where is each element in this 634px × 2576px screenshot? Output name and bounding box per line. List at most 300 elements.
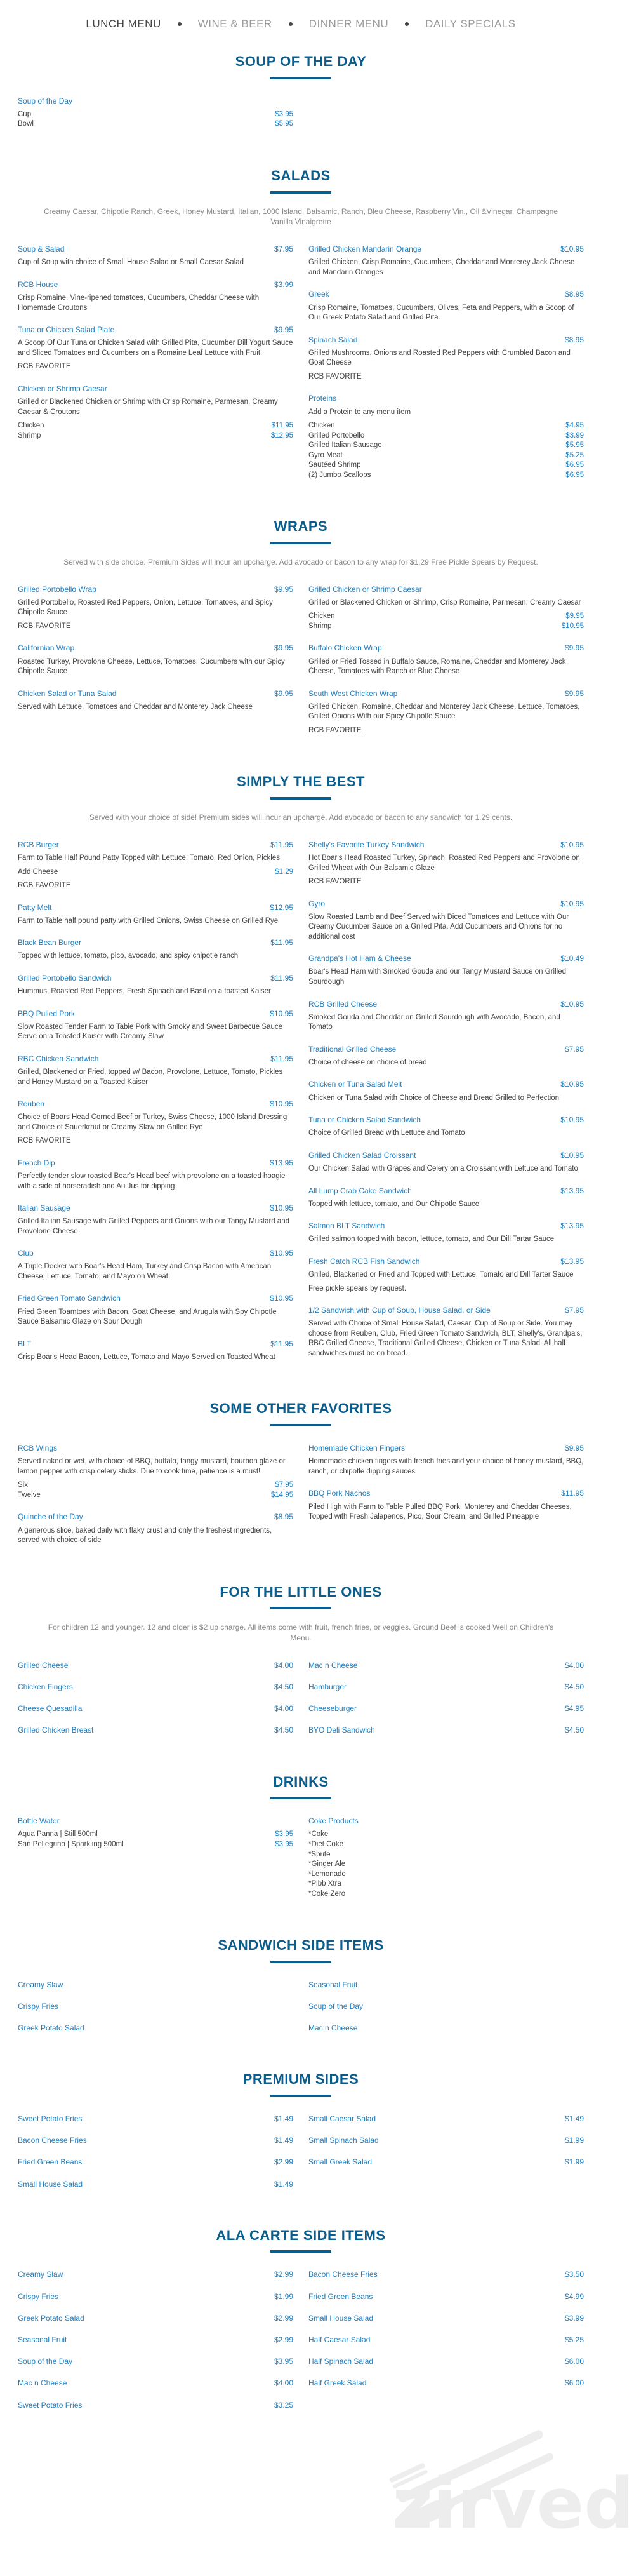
option-price: $5.95 — [565, 441, 584, 450]
item-option — [18, 119, 293, 130]
item-name[interactable]: Buffalo Chicken Wrap — [308, 643, 382, 653]
menu-item — [308, 289, 584, 323]
menu-item — [308, 1725, 584, 1735]
item-name[interactable]: Homemade Chicken Fingers — [308, 1444, 406, 1453]
item-price: $9.95 — [564, 1444, 584, 1453]
item-name[interactable]: BBQ Pulled Pork — [18, 1009, 76, 1018]
item-name[interactable]: Grilled Chicken or Shrimp Caesar — [308, 584, 422, 594]
menu-item — [308, 1443, 584, 1477]
menu-item — [308, 840, 584, 887]
section-title: SIMPLY THE BEST — [237, 774, 365, 790]
option-price: $3.95 — [275, 1830, 293, 1839]
item-header — [308, 2023, 584, 2033]
nav-daily-specials[interactable]: DAILY SPECIALS — [425, 17, 516, 30]
item-price: $2.99 — [274, 2157, 293, 2167]
menu-item — [308, 584, 584, 632]
item-description: Grilled or Blackened Chicken or Shrimp, Crisp Romaine, Parmesan, Creamy Caesar — [308, 598, 581, 607]
item-header — [308, 2157, 584, 2167]
item-name[interactable]: Fried Green Tomato Sandwich — [18, 1294, 121, 1303]
item-header — [308, 335, 584, 345]
item-option — [308, 460, 584, 471]
item-name[interactable]: Bacon Cheese Fries — [18, 2136, 87, 2145]
item-header — [18, 902, 293, 913]
menu-item — [18, 2291, 293, 2302]
item-price: $5.25 — [564, 2335, 584, 2345]
section-little — [0, 1583, 602, 1747]
item-name[interactable]: Half Spinach Salad — [308, 2357, 374, 2366]
column-right — [308, 1980, 584, 2045]
item-name[interactable]: Bottle Water — [18, 1816, 60, 1826]
option-name: (2) Jumbo Scallops — [308, 471, 371, 479]
item-name[interactable]: Creamy Slaw — [18, 2270, 63, 2279]
menu-item — [18, 902, 293, 927]
item-header — [18, 1512, 293, 1522]
item-name[interactable]: RCB Burger — [18, 840, 59, 849]
item-header — [18, 840, 293, 850]
menu-item — [308, 2114, 584, 2124]
item-name[interactable]: 1/2 Sandwich with Cup of Soup, House Salad, or Side — [308, 1306, 491, 1315]
menu-item — [18, 279, 293, 313]
item-grid — [18, 1980, 584, 2045]
item-name[interactable]: BYO Deli Sandwich — [308, 1726, 375, 1735]
menu-item — [18, 2378, 293, 2388]
item-header — [308, 1682, 584, 1692]
section-title: SALADS — [271, 167, 331, 184]
item-header — [18, 96, 293, 106]
item-description: Slow Roasted Tender Farm to Table Pork with Smoky and Sweet Barbecue Sauce Serve on a Toasted Kaiser with Creamy Slaw — [18, 1023, 282, 1041]
item-header — [308, 1980, 584, 1990]
option-price: $11.95 — [271, 422, 293, 430]
item-header — [18, 384, 293, 394]
item-header — [18, 2157, 293, 2167]
item-option — [308, 612, 584, 622]
item-options — [18, 1830, 293, 1849]
item-name[interactable]: Chicken Salad or Tuna Salad — [18, 688, 117, 698]
item-option — [18, 1480, 293, 1491]
item-header — [18, 1660, 293, 1670]
item-price: $3.95 — [274, 2357, 293, 2366]
item-name[interactable]: Chicken or Shrimp Caesar — [18, 384, 107, 393]
item-header — [308, 2114, 584, 2124]
column-left — [18, 1443, 293, 1557]
item-header — [18, 2135, 293, 2145]
item-name[interactable]: Greek Potato Salad — [18, 2023, 84, 2033]
item-price: $9.95 — [564, 688, 584, 698]
item-price: $2.99 — [274, 2335, 293, 2345]
item-header — [18, 1158, 293, 1168]
menu-item — [308, 1660, 584, 1670]
item-price: $1.49 — [274, 2114, 293, 2124]
item-name[interactable]: RCB House — [18, 279, 58, 289]
item-name[interactable]: French Dip — [18, 1158, 55, 1167]
item-name[interactable]: Club — [18, 1249, 34, 1258]
item-option — [308, 471, 584, 481]
column-left — [18, 2114, 293, 2201]
item-price: $10.95 — [270, 1204, 293, 1213]
option-name: Chicken — [18, 422, 44, 430]
item-name[interactable]: Half Greek Salad — [308, 2378, 367, 2388]
item-option — [308, 441, 584, 451]
item-name[interactable]: Chicken or Tuna Salad Melt — [308, 1080, 402, 1089]
menu-item — [308, 335, 584, 382]
section-description: Creamy Caesar, Chipotle Ranch, Greek, Honey Mustard, Italian, 1000 Island, Balsamic, Ranch, Bleu Cheese, Raspberry Vin., Oil &Vinegar, Champagne Vanilla Vinaigrette — [44, 206, 558, 227]
nav-wine-beer[interactable]: WINE & BEER — [197, 17, 272, 30]
item-name[interactable]: Sweet Potato Fries — [18, 2114, 83, 2124]
item-name[interactable]: Creamy Slaw — [18, 1980, 63, 1989]
item-description: Fried Green Toamtoes with Bacon, Goat Cheese, and Arugula with Spy Chipotle Sauce Balsamic Glaze on Sour Dough — [18, 1308, 277, 1326]
nav-dinner-menu[interactable]: DINNER MENU — [308, 17, 389, 30]
item-description: Served with Choice of Small House Salad, Caesar, Cup of Soup or Side. You may choose from Reuben, Club, Fried Green Tomato Sandwich, BLT, Shelly's, Grandpa's, RBC Grilled Cheese, Traditional Grilled Cheese, Chicken or Tuna Salad. All half sandwiches must be on bread. — [308, 1320, 583, 1357]
item-name[interactable]: Grilled Cheese — [18, 1660, 69, 1670]
item-name[interactable]: Proteins — [308, 394, 337, 403]
item-header — [18, 1293, 293, 1303]
option-price: $1.29 — [275, 868, 293, 876]
item-name[interactable]: Soup of the Day — [308, 2001, 364, 2011]
item-price: $4.50 — [564, 1726, 584, 1735]
item-header — [18, 2291, 293, 2302]
option-price: $9.95 — [565, 612, 584, 621]
item-name[interactable]: Quinche of the Day — [18, 1512, 83, 1522]
menu-item — [18, 2313, 293, 2323]
menu-item — [308, 2378, 584, 2388]
option-name: Six — [18, 1481, 28, 1489]
item-option — [18, 1840, 293, 1850]
item-price: $13.95 — [560, 1221, 584, 1231]
item-name[interactable]: Cheese Quesadilla — [18, 1704, 83, 1714]
item-name[interactable]: Grilled Chicken Salad Croissant — [308, 1150, 416, 1160]
item-description: A Triple Decker with Boar's Head Ham, Turkey and Crisp Bacon with American Cheese, Lettuce, Tomato, and Mayo on Wheat — [18, 1263, 272, 1280]
title-underline — [270, 1424, 331, 1426]
item-description: Farm to Table half pound patty with Grilled Onions, Swiss Cheese on Grilled Rye — [18, 916, 279, 925]
menu-item — [308, 643, 584, 676]
item-header — [18, 1725, 293, 1735]
column-left — [18, 1816, 293, 1910]
item-description: Served with Lettuce, Tomatoes and Cheddar and Monterey Jack Cheese — [18, 702, 253, 711]
item-name[interactable]: Crispy Fries — [18, 2001, 59, 2011]
column-left — [18, 1660, 293, 1747]
menu-item — [18, 2157, 293, 2167]
item-header — [308, 1221, 584, 1231]
item-options — [18, 110, 293, 130]
menu-item — [18, 2114, 293, 2124]
option-name: Bowl — [18, 120, 34, 128]
item-price: $9.95 — [274, 688, 293, 698]
item-description: Add a Protein to any menu item — [308, 408, 411, 416]
menu-item — [308, 1186, 584, 1210]
menu-item — [308, 1305, 584, 1358]
menu-item — [308, 1256, 584, 1294]
menu-item — [18, 1339, 293, 1363]
item-header — [18, 2269, 293, 2279]
item-options — [18, 421, 293, 441]
item-name[interactable]: Grilled Portobello Wrap — [18, 584, 96, 594]
item-name[interactable]: Bacon Cheese Fries — [308, 2270, 378, 2279]
option-price: $6.95 — [565, 471, 584, 479]
option-name: Aqua Panna | Still 500ml — [18, 1830, 98, 1839]
item-header — [18, 1816, 293, 1826]
item-option — [308, 451, 584, 461]
item-description: Boar's Head Ham with Smoked Gouda and our Tangy Mustard Sauce on Grilled Sourdough — [308, 968, 566, 986]
item-header — [308, 1703, 584, 1714]
item-name[interactable]: Fresh Catch RCB Fish Sandwich — [308, 1256, 420, 1266]
menu-item — [18, 1054, 293, 1087]
item-header — [308, 1150, 584, 1160]
menu-item — [308, 1150, 584, 1174]
item-name[interactable]: Traditional Grilled Cheese — [308, 1044, 397, 1054]
item-name[interactable]: Californian Wrap — [18, 643, 75, 653]
item-name[interactable]: Soup of the Day — [18, 2357, 73, 2366]
menu-item — [18, 1725, 293, 1735]
item-description: Grilled or Blackened Chicken or Shrimp with Crisp Romaine, Parmesan, Creamy Caesar & Croutons — [18, 398, 278, 416]
menu-item — [18, 2269, 293, 2279]
drink-item: *Ginger Ale — [308, 1860, 346, 1868]
item-name[interactable]: RBC Chicken Sandwich — [18, 1054, 99, 1063]
item-favorite-note: RCB FAVORITE — [18, 363, 71, 371]
item-description: Perfectly tender slow roasted Boar's Head beef with provolone on a toasted hoagie with a side of horseradish and Au Jus for dipping — [18, 1172, 286, 1190]
menu-item — [308, 393, 584, 480]
item-name[interactable]: Seasonal Fruit — [18, 2335, 67, 2345]
section-sides — [0, 1936, 602, 2044]
item-name[interactable]: Tuna or Chicken Salad Plate — [18, 325, 115, 335]
section-premium — [0, 2070, 602, 2200]
menu-item — [308, 1221, 584, 1245]
item-name[interactable]: Mac n Cheese — [18, 2378, 67, 2388]
item-name[interactable]: BLT — [18, 1339, 32, 1348]
item-price: $8.95 — [564, 335, 584, 344]
item-header — [308, 1488, 584, 1498]
option-name: Shrimp — [308, 622, 332, 630]
item-description: Grilled Portobello, Roasted Red Peppers, Onion, Lettuce, Tomatoes, and Spicy Chipotle Sauce — [18, 598, 273, 617]
item-name[interactable]: Fried Green Beans — [308, 2291, 373, 2301]
item-name[interactable]: Sweet Potato Fries — [18, 2400, 83, 2410]
column-left — [18, 840, 293, 1374]
item-header — [308, 1443, 584, 1453]
section-title: DRINKS — [273, 1773, 329, 1790]
item-name[interactable]: Greek Potato Salad — [18, 2313, 84, 2323]
menu-item — [18, 1682, 293, 1692]
option-name: San Pellegrino | Sparkling 500ml — [18, 1840, 124, 1848]
item-name[interactable]: Black Bean Burger — [18, 938, 82, 948]
item-price: $4.00 — [274, 2378, 293, 2388]
item-price: $10.95 — [270, 1249, 293, 1258]
item-header — [308, 2001, 584, 2011]
item-header — [18, 1054, 293, 1064]
item-header — [18, 1009, 293, 1019]
item-name[interactable]: South West Chicken Wrap — [308, 688, 398, 698]
section-alacarte — [0, 2226, 602, 2422]
menu-item — [18, 2356, 293, 2366]
item-header — [18, 2356, 293, 2366]
item-description: Crisp Boar's Head Bacon, Lettuce, Tomato and Mayo Served on Toasted Wheat — [18, 1353, 275, 1361]
item-grid — [18, 1660, 584, 1747]
item-price: $12.95 — [270, 902, 293, 912]
item-description: Topped with lettuce, tomato, and Our Chipotle Sauce — [308, 1200, 480, 1208]
item-option — [18, 421, 293, 431]
column-right — [308, 1816, 584, 1910]
column-left — [18, 1980, 293, 2045]
item-options — [308, 421, 584, 480]
item-favorite-note: RCB FAVORITE — [18, 622, 71, 630]
item-description: Slow Roasted Lamb and Beef Served with Diced Tomatoes and Lettuce with Our Creamy Cucumber Sauce on a Grilled Pita. Add Cucumbers and Onions for no additional cost — [308, 913, 569, 941]
section-title: SOUP OF THE DAY — [235, 53, 367, 69]
item-header — [18, 1682, 293, 1692]
menu-item — [18, 1443, 293, 1500]
item-header — [18, 2114, 293, 2124]
item-option — [18, 1830, 293, 1840]
item-header — [308, 2378, 584, 2388]
item-name[interactable]: Mac n Cheese — [308, 1660, 358, 1670]
item-name[interactable]: Cheeseburger — [308, 1704, 357, 1714]
menu-item — [18, 1099, 293, 1146]
item-grid — [18, 2114, 584, 2201]
item-price: $11.95 — [270, 840, 293, 849]
item-name[interactable]: Shelly's Favorite Turkey Sandwich — [308, 840, 425, 849]
option-name: Shrimp — [18, 431, 41, 439]
section-salads — [0, 166, 602, 492]
item-option — [18, 868, 293, 878]
drink-item: *Coke Zero — [308, 1889, 346, 1898]
menu-item — [18, 840, 293, 891]
item-name[interactable]: All Lump Crab Cake Sandwich — [308, 1186, 412, 1195]
option-name: Chicken — [308, 422, 335, 430]
menu-item — [18, 1248, 293, 1282]
item-price: $6.00 — [564, 2357, 584, 2366]
column-right — [308, 2114, 584, 2201]
item-price: $1.49 — [564, 2114, 584, 2124]
item-name[interactable]: Greek — [308, 290, 329, 299]
menu-item — [308, 1044, 584, 1068]
item-name[interactable]: BBQ Pork Nachos — [308, 1489, 371, 1498]
item-option — [18, 110, 293, 120]
item-name[interactable]: RCB Grilled Cheese — [308, 999, 378, 1009]
item-description: Homemade chicken fingers with french fries and your choice of honey mustard, BBQ, ranch, or chipotle dipping sauces — [308, 1458, 584, 1475]
item-grid — [18, 840, 584, 1374]
item-name[interactable]: Reuben — [18, 1099, 45, 1109]
option-price: $10.95 — [561, 622, 584, 630]
item-name[interactable]: Small Caesar Salad — [308, 2114, 376, 2124]
item-name[interactable]: Small House Salad — [18, 2179, 83, 2189]
item-name[interactable]: Tuna or Chicken Salad Sandwich — [308, 1115, 421, 1125]
item-price: $9.95 — [564, 643, 584, 653]
item-price: $4.99 — [564, 2291, 584, 2301]
item-price: $1.99 — [564, 2157, 584, 2167]
menu-item — [308, 999, 584, 1033]
menu-item — [308, 2356, 584, 2366]
item-header — [308, 2269, 584, 2279]
menu-item — [18, 1816, 293, 1849]
item-name[interactable]: Patty Melt — [18, 902, 52, 912]
option-name: Grilled Italian Sausage — [308, 441, 382, 450]
item-name[interactable]: Gyro — [308, 899, 326, 908]
item-name[interactable]: Grilled Chicken Breast — [18, 1726, 94, 1735]
item-name[interactable]: Fried Green Beans — [18, 2157, 83, 2167]
item-header — [308, 1816, 584, 1826]
item-price: $10.95 — [270, 1294, 293, 1303]
item-price: $10.95 — [560, 899, 584, 908]
item-grid — [18, 2269, 584, 2421]
option-name: Grilled Portobello — [308, 431, 365, 439]
item-name[interactable]: Italian Sausage — [18, 1204, 70, 1213]
item-price: $10.95 — [270, 1009, 293, 1018]
menu-item — [308, 2023, 584, 2033]
item-name[interactable]: Small Spinach Salad — [308, 2136, 379, 2145]
option-name: Sautéed Shrimp — [308, 461, 361, 469]
item-option — [18, 1491, 293, 1501]
title-underline — [270, 77, 331, 79]
item-name[interactable]: Grilled Chicken Mandarin Orange — [308, 245, 422, 254]
option-name: Chicken — [308, 612, 335, 621]
item-price: $11.95 — [270, 973, 293, 983]
section-best — [0, 772, 602, 1374]
menu-item — [18, 2001, 293, 2011]
option-name: Twelve — [18, 1491, 41, 1499]
item-name[interactable]: Coke Products — [308, 1816, 359, 1826]
option-price: $5.25 — [565, 451, 584, 459]
item-name[interactable]: Salmon BLT Sandwich — [308, 1221, 385, 1231]
item-name[interactable]: Half Caesar Salad — [308, 2335, 371, 2345]
item-name[interactable]: Grilled Portobello Sandwich — [18, 973, 112, 983]
menu-item — [308, 2157, 584, 2167]
item-name[interactable]: Small Greek Salad — [308, 2157, 373, 2167]
item-name[interactable]: Soup & Salad — [18, 245, 65, 254]
menu-item — [308, 1079, 584, 1103]
item-name[interactable]: Crispy Fries — [18, 2291, 59, 2301]
item-name[interactable]: Soup of the Day — [18, 96, 73, 105]
item-option — [308, 421, 584, 431]
item-header — [308, 584, 584, 594]
item-description: Grilled Mushrooms, Onions and Roasted Red Peppers with Crumbled Bacon and Goat Cheese — [308, 349, 571, 367]
section-title: SANDWICH SIDE ITEMS — [218, 1937, 384, 1954]
nav-lunch-menu[interactable]: LUNCH MENU — [86, 17, 161, 30]
item-price: $10.95 — [560, 1115, 584, 1125]
item-name[interactable]: Small House Salad — [308, 2313, 374, 2323]
item-price: $10.95 — [560, 999, 584, 1009]
item-description: Farm to Table Half Pound Patty Topped with Lettuce, Tomato, Red Onion, Pickles — [18, 854, 280, 862]
item-price: $3.99 — [274, 279, 293, 289]
item-header — [18, 2335, 293, 2345]
item-name[interactable]: Mac n Cheese — [308, 2023, 358, 2033]
item-name[interactable]: Hamburger — [308, 1682, 347, 1692]
item-header — [18, 2001, 293, 2011]
item-price: $4.50 — [274, 1726, 293, 1735]
item-grid — [18, 1816, 584, 1910]
item-header — [18, 1339, 293, 1349]
item-header — [308, 393, 584, 403]
column-left — [18, 244, 293, 492]
item-name[interactable]: Seasonal Fruit — [308, 1980, 358, 1989]
menu-item — [308, 2269, 584, 2279]
menu-item — [18, 1009, 293, 1042]
item-price: $7.95 — [564, 1044, 584, 1054]
item-name[interactable]: Chicken Fingers — [18, 1682, 73, 1692]
item-description: Crisp Romaine, Tomatoes, Cucumbers, Olives, Feta and Peppers, with a Scoop of Our Greek Potato Salad and Grilled Pita. — [308, 304, 574, 322]
item-header — [308, 643, 584, 653]
item-price: $13.95 — [560, 1186, 584, 1195]
item-description: Topped with lettuce, tomato, pico, avocado, and spicy chipotle ranch — [18, 952, 239, 960]
item-description: Our Chicken Salad with Grapes and Celery on a Croissant with Lettuce and Tomato — [308, 1165, 578, 1173]
item-description: Roasted Turkey, Provolone Cheese, Lettuce, Tomatoes, Cucumbers with our Spicy Chipotle Sauce — [18, 657, 285, 676]
section-description: Served with your choice of side! Premium sides will incur an upcharge. Add avocado or bacon to any sandwich for 1.29 cents. — [89, 813, 513, 822]
item-name[interactable]: RCB Wings — [18, 1444, 58, 1453]
item-name[interactable]: Spinach Salad — [308, 335, 358, 344]
column-right — [308, 244, 584, 492]
menu-item — [308, 1488, 584, 1522]
menu-item — [18, 688, 293, 713]
item-header — [308, 2356, 584, 2366]
item-name[interactable]: Grandpa's Hot Ham & Cheese — [308, 954, 411, 963]
drink-item: *Pibb Xtra — [308, 1880, 341, 1888]
menu-item — [18, 2135, 293, 2145]
